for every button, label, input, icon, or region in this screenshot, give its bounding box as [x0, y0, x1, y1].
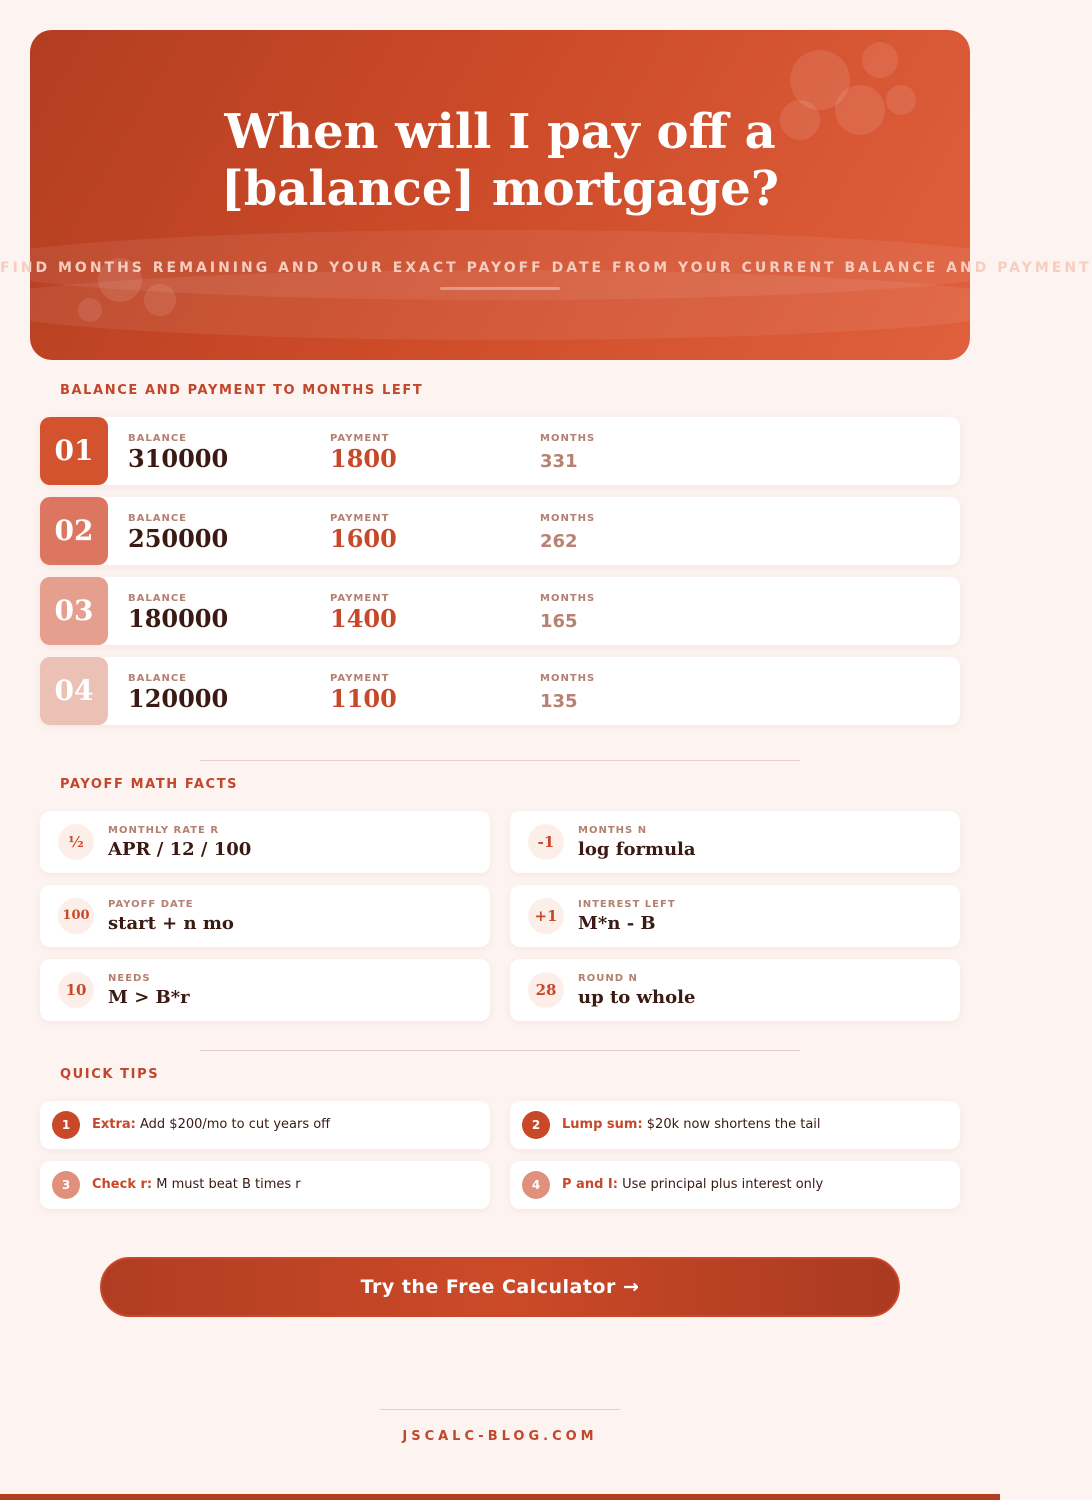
fact-card: [40, 885, 490, 947]
fact-badge: +1: [528, 898, 564, 934]
balance-label: BALANCE: [128, 673, 188, 684]
payment-value: 1100: [330, 684, 397, 713]
fact-label: MONTHLY RATE R: [108, 825, 220, 836]
tip-body: $20k now shortens the tail: [642, 1117, 821, 1132]
tip-text: [92, 1177, 301, 1192]
fact-badge: -1: [528, 824, 564, 860]
tip-number: 2: [522, 1111, 550, 1139]
months-cell: [540, 513, 595, 556]
tip-text: [562, 1177, 823, 1192]
months-cell: [540, 673, 595, 716]
tip-card: [510, 1161, 960, 1209]
balance-value: 180000: [128, 604, 229, 633]
tip-card: [40, 1101, 490, 1149]
payment-cell: [330, 513, 397, 553]
tip-key: Extra:: [92, 1117, 136, 1132]
row-number-badge: 04: [40, 657, 108, 725]
tip-number: 1: [52, 1111, 80, 1139]
fact-value: start + n mo: [108, 913, 234, 934]
title-underline: [440, 287, 560, 290]
months-value: 165: [540, 611, 578, 632]
title-line-2: [balance] mortgage?: [221, 161, 779, 217]
fact-label: NEEDS: [108, 973, 151, 984]
fact-card: [510, 885, 960, 947]
months-value: 135: [540, 691, 578, 712]
months-label: MONTHS: [540, 433, 596, 444]
fact-label: PAYOFF DATE: [108, 899, 194, 910]
balance-value: 310000: [128, 444, 229, 473]
row-number-badge: 02: [40, 497, 108, 565]
tip-text: [92, 1117, 330, 1132]
section-title-scenarios: BALANCE AND PAYMENT TO MONTHS LEFT: [60, 383, 424, 398]
tip-body: Use principal plus interest only: [617, 1177, 824, 1192]
footer-brand-link[interactable]: JSCALC-BLOG.COM: [402, 1429, 598, 1444]
tip-number: 4: [522, 1171, 550, 1199]
tip-key: P and I:: [562, 1177, 618, 1192]
months-value: 331: [540, 451, 578, 472]
title-line-1: When will I pay off a: [224, 104, 776, 160]
fact-value: M > B*r: [108, 987, 190, 1008]
payment-label: PAYMENT: [330, 673, 390, 684]
balance-value: 250000: [128, 524, 229, 553]
fact-badge: 28: [528, 972, 564, 1008]
tip-key: Check r:: [92, 1177, 153, 1192]
footer-divider: [380, 1409, 620, 1410]
tip-body: Add $200/mo to cut years off: [135, 1117, 331, 1132]
section-title-tips: QUICK TIPS: [60, 1067, 160, 1082]
balance-label: BALANCE: [128, 433, 188, 444]
fact-value: up to whole: [578, 987, 696, 1008]
tip-number: 3: [52, 1171, 80, 1199]
fact-label: ROUND N: [578, 973, 638, 984]
fact-badge: 10: [58, 972, 94, 1008]
fact-value: log formula: [578, 839, 696, 860]
balance-cell: [128, 513, 228, 553]
balance-label: BALANCE: [128, 593, 188, 604]
bottom-accent-bar: [0, 1494, 1000, 1500]
section-title-facts: PAYOFF MATH FACTS: [60, 777, 239, 792]
fact-card: [510, 959, 960, 1021]
months-cell: [540, 593, 595, 636]
fact-card: [510, 811, 960, 873]
scenario-row: [40, 497, 960, 565]
try-calculator-button[interactable]: Try the Free Calculator →: [100, 1257, 900, 1317]
payment-cell: [330, 673, 397, 713]
balance-cell: [128, 673, 228, 713]
fact-badge: 100: [58, 898, 94, 934]
balance-label: BALANCE: [128, 513, 188, 524]
section-divider: [200, 760, 800, 761]
fact-card: [40, 811, 490, 873]
scenario-row: [40, 417, 960, 485]
payment-value: 1600: [330, 524, 397, 553]
decor-bubble: [862, 42, 898, 78]
months-label: MONTHS: [540, 593, 596, 604]
balance-cell: [128, 593, 228, 633]
scenario-row: [40, 577, 960, 645]
fact-label: MONTHS N: [578, 825, 648, 836]
hero-subtitle: FIND MONTHS REMAINING AND YOUR EXACT PAYOFF DATE FROM YOUR CURRENT BALANCE AND PAYMENT: [0, 260, 1092, 276]
fact-value: APR / 12 / 100: [108, 839, 252, 860]
tip-card: [510, 1101, 960, 1149]
balance-cell: [128, 433, 228, 473]
payment-value: 1400: [330, 604, 397, 633]
row-number-badge: 03: [40, 577, 108, 645]
tip-card: [40, 1161, 490, 1209]
fact-label: INTEREST LEFT: [578, 899, 676, 910]
page-title: [30, 104, 970, 218]
payment-label: PAYMENT: [330, 593, 390, 604]
hero-banner: [0, 30, 1092, 360]
tip-key: Lump sum:: [562, 1117, 643, 1132]
payment-value: 1800: [330, 444, 397, 473]
payment-cell: [330, 593, 397, 633]
payment-label: PAYMENT: [330, 433, 390, 444]
months-cell: [540, 433, 595, 476]
row-number-badge: 01: [40, 417, 108, 485]
payment-label: PAYMENT: [330, 513, 390, 524]
payment-cell: [330, 433, 397, 473]
fact-badge: ½: [58, 824, 94, 860]
months-label: MONTHS: [540, 673, 596, 684]
fact-card: [40, 959, 490, 1021]
balance-value: 120000: [128, 684, 229, 713]
scenario-row: [40, 657, 960, 725]
months-value: 262: [540, 531, 578, 552]
fact-value: M*n - B: [578, 913, 656, 934]
tip-body: M must beat B times r: [152, 1177, 301, 1192]
months-label: MONTHS: [540, 513, 596, 524]
tip-text: [562, 1117, 821, 1132]
section-divider: [200, 1050, 800, 1051]
